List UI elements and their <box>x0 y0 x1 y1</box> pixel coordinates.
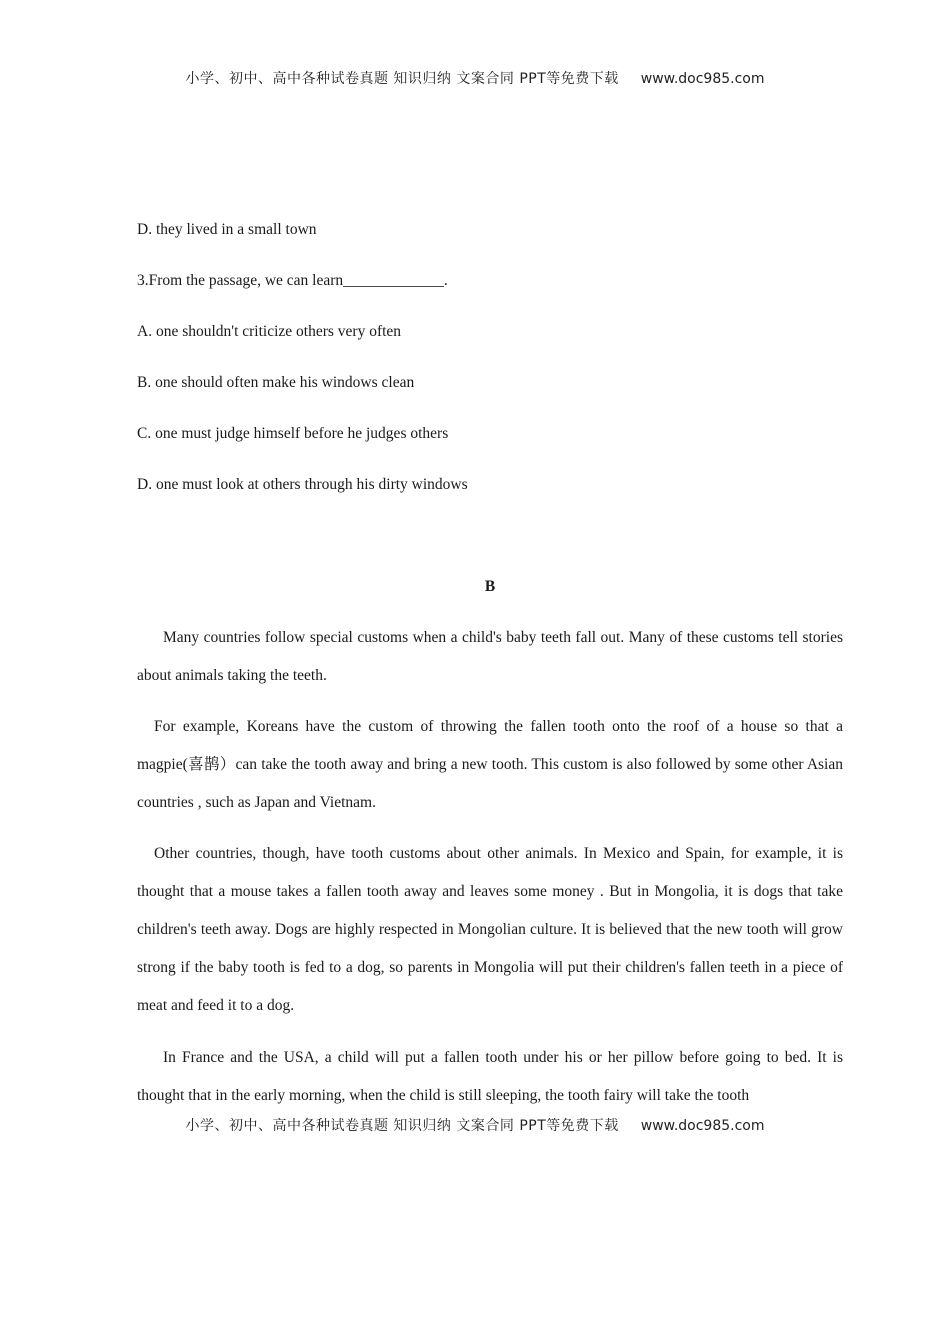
q3-option-b: B. one should often make his windows clean <box>137 374 415 391</box>
q3-option-c: C. one must judge himself before he judges others <box>137 425 449 442</box>
q2-option-d: D. they lived in a small town <box>137 221 317 238</box>
paragraph-3: Other countries, though, have tooth customs about other animals. In Mexico and Spain, for example, it is thought that a mouse takes a fallen tooth away and leaves some money . But in Mongolia, it is dogs that take children's teeth away. Dogs are highly respected in Mongolian culture. It is believed that the new tooth will grow strong if the baby tooth is fed to a dog, so parents in Mongolia will put their children's fallen teeth in a piece of meat and feed it to a dog. <box>137 845 843 1014</box>
header-text: 小学、初中、高中各种试卷真题 知识归纳 文案合同 PPT等免费下载 <box>185 71 619 87</box>
paragraph-1: Many countries follow special customs when a child's baby teeth fall out. Many of these customs tell stories about animals taking the teeth. <box>137 629 843 684</box>
section-title: B <box>484 578 496 595</box>
q3-option-d: D. one must look at others through his dirty windows <box>137 476 468 493</box>
page-footer <box>0 1115 950 1135</box>
paragraph-4: In France and the USA, a child will put a fallen tooth under his or her pillow before going to bed. It is thought that in the early morning, when the child is still sleeping, the tooth fairy will take the tooth <box>137 1049 843 1104</box>
footer-url: www.doc985.com <box>640 1118 765 1134</box>
q3-option-a: A. one shouldn't criticize others very often <box>137 323 402 340</box>
footer-text: 小学、初中、高中各种试卷真题 知识归纳 文案合同 PPT等免费下载 <box>185 1118 619 1134</box>
header-url: www.doc985.com <box>640 71 765 87</box>
page-header <box>0 68 950 88</box>
q3-stem: 3.From the passage, we can learn_____________. <box>137 272 448 289</box>
paragraph-2: For example, Koreans have the custom of throwing the fallen tooth onto the roof of a house so that a magpie(喜鹊）can take the tooth away and bring a new tooth. This custom is also followed by some other Asian countries , such as Japan and Vietnam. <box>137 718 843 811</box>
